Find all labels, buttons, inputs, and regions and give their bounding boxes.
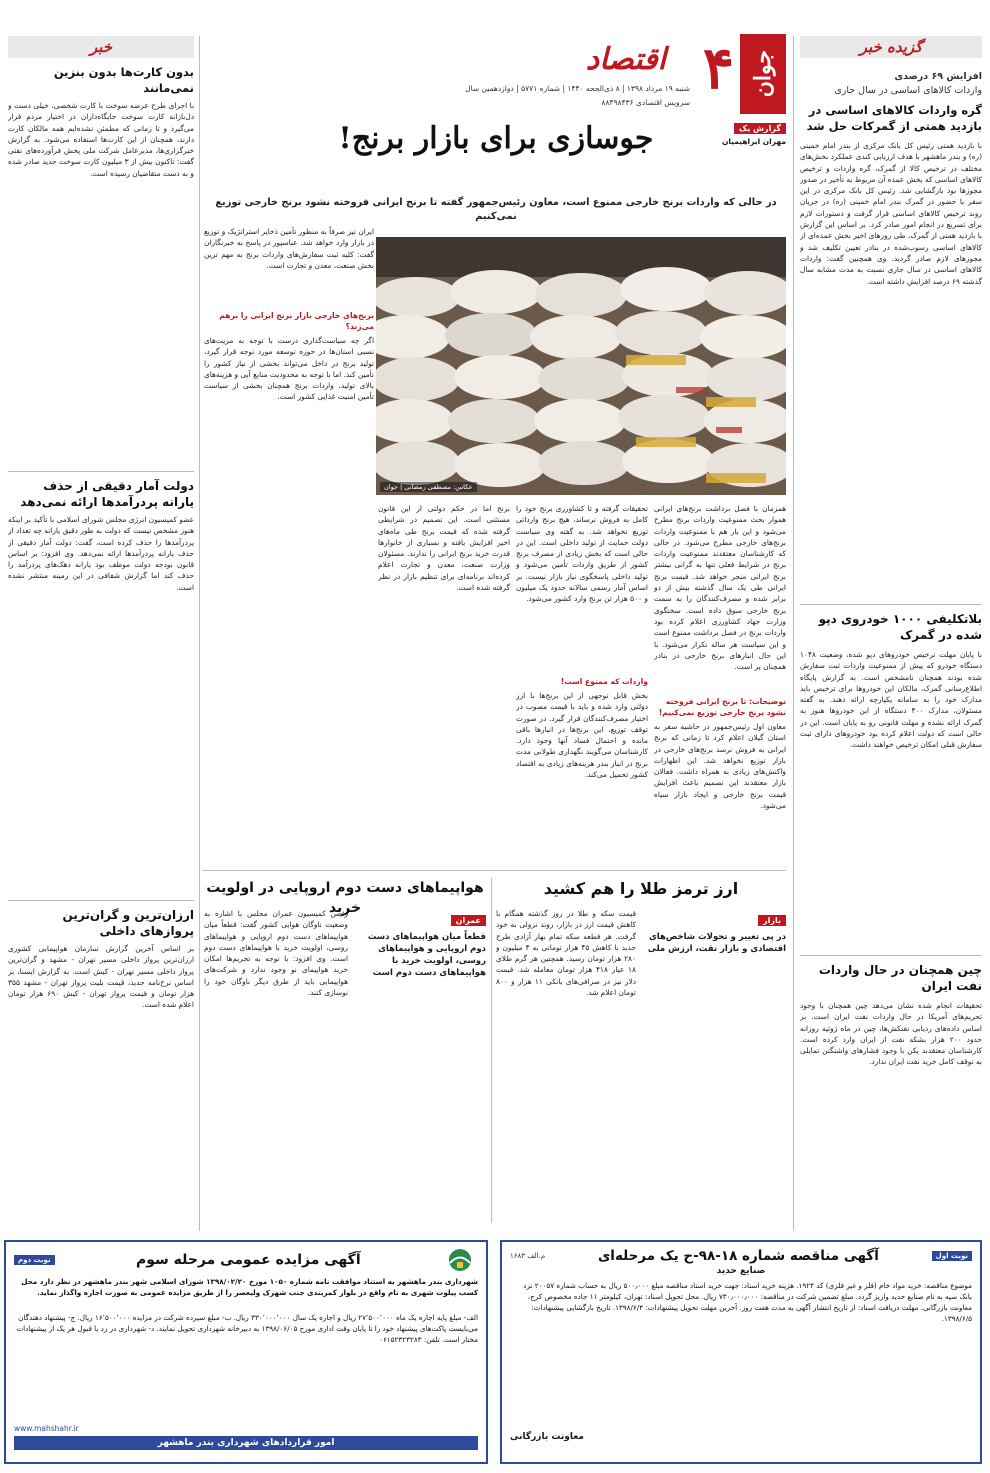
right-column-rule <box>793 36 794 1231</box>
masthead <box>204 34 786 114</box>
right-news-1-kicker2: واردات کالاهای اساسی در سال جاری <box>834 85 982 96</box>
gold-story <box>496 878 786 1223</box>
main-col-4-text: ایران تیز صرفاً به منظور تأمین ذخایر استراتژیک و توزیع در بازار وارد خواهد شد. عباسپور در پاسخ به خبرنگاران گفت: کلیه ثبت سفارش‌های واردات برنج به مهم ترین بخش صنعت، معدن و تجارت است. <box>204 227 374 270</box>
photo-credit: عکاس: مصطفی رمضانی | جوان <box>380 482 477 492</box>
main-col-2-text: تحقیقات گرفته و تا کشاورزی برنج خود را کامل به فروش نرساند، هیچ برنج وارداتی توزیع نخواهد شد. به گفته وی سیاست دولت حمایت از تولید داخلی است. این در حالی است که بخش زیادی از مصرف برنج کشور از طریق واردات تأمین می‌شود و تولید داخلی پاسخگوی نیاز بازار نیست. بر اساس آمار رسمی سالانه حدود یک میلیون و ۵۰۰ هزار تن برنج وارد کشور می‌شود. <box>516 504 648 604</box>
logo <box>740 34 786 114</box>
right-news-2-title: بلاتکلیفی ۱۰۰۰ خودروی دپو شده در گمرک <box>818 612 982 642</box>
left-divider-1 <box>8 471 194 472</box>
main-subhead-2: واردات که ممنوع است! <box>560 677 648 686</box>
main-col-4b-text: اگر چه سیاست‌گذاری درست با توجه به مزیت‌های نسبی استان‌ها در حوزه توسعه مورد توجه قرار گیرد، تولید برنج در داخل می‌تواند بخشی از نیاز کشور را تأمین کند. اما با توجه به محدودیت منابع آبی و هزینه‌های بالای تولید، واردات برنج همچنان بخشی از سیاست تأمین امنیت غذایی کشور است. <box>204 336 374 402</box>
main-col-1 <box>654 503 786 863</box>
right-column <box>800 36 982 1226</box>
main-author: مهران ابراهیمیان <box>721 137 786 146</box>
left-column <box>8 36 194 1226</box>
gold-title: ارز ترمز طلا را هم کشید <box>543 879 739 898</box>
right-news-3-title: چین همچنان در حال واردات نفت ایران <box>818 963 982 993</box>
auction-ad-website[interactable]: www.mahshahr.ir <box>14 1424 79 1433</box>
main-bottom-rule <box>202 870 786 871</box>
auction-ad-intro: شهرداری بندر ماهشهر به استناد موافقت نامه شماره ۱۰۵۰ مورخ ۱۳۹۸/۰۲/۲۰ شورای اسلامی شهر بندر ماهشهر در نظر دارد محل کسب پیلوت شهری به نام واقع در بلوار کمربندی جنب شهرک ولیعصر را از طریق مزایده عمومی به صورت اجاره واگذار نماید. <box>21 1277 478 1297</box>
left-section-banner: خبر <box>8 36 194 58</box>
tender-ad-badge: نوبت اول <box>932 1251 972 1261</box>
municipality-emblem <box>442 1248 478 1272</box>
auction-ad-title: آگهی مزایده عمومی مرحله سوم <box>135 1252 361 1268</box>
tender-ad-reg-no: م.الف ۱۶۸۳ <box>510 1252 546 1260</box>
tender-ad-footer: معاونت بازرگانی <box>510 1432 584 1442</box>
tender-ad-body: موضوع مناقصه: خرید مواد خام (فلز و غیر فلزی) کد ۱۹۲۴. هزینه خرید اسناد: جهت خرید اسناد مناقصه مبلغ ۵۰۰٫۰۰۰ ریال به حساب شماره ۲۰۰۵۷ نزد بانک سپه به نام صنایع حدید واریز گردد. مبلغ تضمین شرکت در مناقصه: ۷۳۰٫۰۰۰٫۰۰۰ ریال. محل تحویل اسناد: تهران، کیلومتر ۱۱ جاده مخصوص کرج، معاونت بازرگانی. مهلت دریافت اسناد: از تاریخ انتشار آگهی به مدت هفت روز. آخرین مهلت تحویل پیشنهادات: ۱۳۹۸/۶/۴. تاریخ بازگشایی پیشنهادات: ۱۳۹۸/۶/۵. <box>523 1281 972 1323</box>
gold-body: قیمت سکه و طلا در روز گذشته همگام با کاهش قیمت ارز در بازار، روند نزولی به خود گرفت. هر قطعه سکه تمام بهار آزادی طرح جدید با کاهش ۴۵ هزار تومانی به ۴ میلیون و ۲۸۰ هزار تومان رسید. همچنین هر گرم طلای ۱۸ عیار ۴۱۸ هزار تومان معامله شد. قیمت دلار نیز در صرافی‌های بانکی ۱۱ هزار و ۸۰۰ تومان اعلام شد. <box>496 909 636 998</box>
main-subhead-1: توضیحات: تا برنج ایرانی فروخته نشود برنج خارجی توزیع نمی‌کنیم! <box>658 697 786 717</box>
left-news-3-title: ارزان‌ترین و گران‌ترین پروازهای داخلی <box>62 908 194 938</box>
tender-ad <box>500 1240 982 1464</box>
left-news-3-body: بر اساس آخرین گزارش سازمان هواپیمایی کشوری ارزان‌ترین پرواز داخلی مسیر تهران - مشهد و گران‌ترین پرواز داخلی مسیر تهران - کیش است. به گزارش ایسنا، بر اساس نرخ‌نامه جدید، قیمت بلیت پرواز تهران - مشهد ۳۵۵ هزار تومان و قیمت پرواز تهران - کیش ۶۹۰ هزار تومان اعلام شده است. <box>8 944 194 1010</box>
airline-body: رئیس کمیسیون عمران مجلس با اشاره به وضعیت ناوگان هوایی کشور گفت: قطعاً میان هواپیماهای دست دوم اروپایی و هواپیماهای روسی، اولویت خرید با هواپیماهای دست دوم است. وی افزود: با توجه به تحریم‌ها امکان خرید هواپیمای نو وجود ندارد و شرکت‌های هواپیمایی باید از طرق دیگر ناوگان خود را نوسازی کنند. <box>204 909 348 998</box>
left-news-2 <box>8 478 194 894</box>
main-col-1-text: همزمان با فصل برداشت برنج‌های ایرانی هموار بحث ممنوعیت واردات برنج مطرح می‌شود و این بار هم با ممنوعیت واردات برنج‌های خارجی مطرح می‌شود. در حالی که کارشناسان معتقدند ممنوعیت واردات برنج در شرایط فعلی تنها به گرانی بیشتر برنج ایرانی منجر خواهد شد. قیمت برنج ایرانی طی یک سال گذشته بیش از دو برابر شده و مصرف‌کنندگان را به سمت برنج خارجی سوق داده است. سخنگوی وزارت جهاد کشاورزی اعلام کرده بود واردات برنج در فصل برداشت ممنوع است و این سیاست هر ساله تکرار می‌شود. با این حال انبارهای برنج خارجی در بنادر همچنان پر است. <box>654 504 786 672</box>
left-news-3 <box>8 907 194 1243</box>
right-news-1-body: با بازدید همتی رئیس کل بانک مرکزی از بندر امام خمینی (ره) و بندر ماهشهر با هدف ارزیابی کندی عملکرد بخش‌های مختلف در ترخیص کالا از گمرک، گره واردات و ترخیص کالاهای اساسی که بخش عمده آن مربوط به تأخیر در صدور مجوزها بود بازگشایی شد. رئیس کل بانک مرکزی در این سفر با حضور در گمرک بندر امام خمینی (ره) در جریان روند ترخیص کالاهای اساسی قرار گرفت و دستورات لازم برای تسریع در انجام امور صادر کرد. بر اساس این گزارش با بازدید همتی از گمرک، طی روزهای اخیر بخش عمده‌ای از کالاهای اساسی رسوب‌شده در بنادر تعیین تکلیف شد و مجوزهای لازم صادر گردید. وی همچنین گفت: واردات کالاهای اساسی در سال جاری نسبت به مدت مشابه سال گذشته ۶۹ درصد افزایش داشته است. <box>800 141 982 286</box>
main-col-4 <box>204 226 374 866</box>
right-news-1-kicker: افزایش ۶۹ درصدی <box>894 71 982 82</box>
right-news-2 <box>800 611 982 949</box>
tender-ad-header <box>510 1248 972 1264</box>
left-news-2-title: دولت آمار دقیقی از حذف یارانه پردرآمدها ارائه نمی‌دهد <box>20 479 194 509</box>
right-divider-2 <box>800 955 982 956</box>
airline-left-block <box>356 908 486 979</box>
main-headline: جوسازی برای بازار برنج! <box>338 121 654 156</box>
emblem-icon <box>442 1248 478 1272</box>
right-news-3 <box>800 962 982 1210</box>
main-col-3 <box>378 503 510 863</box>
gold-kicker-label: بازار <box>758 915 786 926</box>
rice-sacks-photo <box>376 237 786 495</box>
auction-ad-body: الف- مبلغ پایه اجاره یک ماه ۲۷٬۵۰۰٬۰۰۰ ریال و اجاره یک سال ۳۳۰٬۰۰۰٬۰۰۰ ریال. ب- مبلغ سپرده شرکت در مزایده ۱۶٬۵۰۰٬۰۰۰ ریال. ج- پیشنهاد دهندگان می‌بایست پاکت‌های پیشنهاد خود را تا پایان وقت اداری مورخ ۱۳۹۸/۰۶/۰۵ به دبیرخانه شهرداری تحویل نمایند. د- شهرداری در رد یا قبول هر یک از پیشنهادات مختار است. تلفن: ۰۶۱۵۲۳۲۳۲۸۳ <box>16 1313 478 1344</box>
airline-kicker-label: عمران <box>451 915 486 926</box>
auction-ad-footer: امور قراردادهای شهرداری بندر ماهشهر <box>14 1436 478 1450</box>
left-news-2-body: عضو کمیسیون انرژی مجلس شورای اسلامی با تأکید بر اینکه هنوز مشخص نیست که دولت به طور دقیق یارانه چه تعداد از پردرآمدها را حذف کرده است، گفت: دولت آمار دقیقی از حذف یارانه پردرآمدها ارائه نمی‌دهد. وی افزود: بر اساس قانون بودجه دولت موظف بود یارانه دهک‌های پردرآمد را حذف کند اما گزارش شفافی در این زمینه منتشر نشده است. <box>8 515 194 592</box>
main-kicker-label: گزارش یک <box>734 123 786 134</box>
right-section-banner: گزیده خبر <box>800 36 982 58</box>
right-news-3-body: تحقیقات انجام شده نشان می‌دهد چین همچنان با وجود تحریم‌های آمریکا در حال واردات نفت ایران است. بر اساس داده‌های ردیابی نفتکش‌ها، چین در ماه ژوئیه روزانه حدود ۲۰۰ هزار بشکه نفت از ایران وارد کرده است. کارشناسان معتقدند پکن با وجود فشارهای واشنگتن تمایلی به توقف کامل خرید نفت ایران ندارد. <box>800 1001 982 1067</box>
left-divider-2 <box>8 900 194 901</box>
right-news-1 <box>800 70 982 598</box>
bottom-mid-rule <box>491 878 492 1223</box>
section-title: اقتصاد <box>585 42 666 77</box>
airline-subtitle: قطعاً میان هواپیماهای دست دوم اروپایی و هواپیماهای روسی، اولویت خرید با هواپیماهای دست دوم است <box>367 932 486 978</box>
main-col-3-text: برنج اما در حکم دولتی از این قانون مستثنی است. این تصمیم در شرایطی گرفته شده که قیمت برنج طی ماه‌های اخیر افزایش یافته و بسیاری از خانوارها قدرت خرید برنج ایرانی را ندارند. مسئولان وزارت صنعت، معدن و تجارت اعلام کرده‌اند برنامه‌ای برای تنظیم بازار در نظر گرفته شده است. <box>378 504 510 593</box>
main-col-2 <box>516 503 648 863</box>
service-line: سرویس اقتصادی ۸۸۴۹۸۴۳۶ <box>601 98 690 107</box>
page-number: ۴ <box>702 34 734 102</box>
main-col-2b-text: بخش قابل توجهی از این برنج‌ها با ارز دولتی وارد شده و باید با قیمت مصوب در اختیار مصرف‌کنندگان قرار گیرد. در صورت توقف توزیع، این برنج‌ها در انبارها باقی مانده و احتمال فساد آنها وجود دارد. کارشناسان می‌گویند نگهداری طولانی مدت برنج در انبار بندر هزینه‌های زیادی به اقتصاد کشور تحمیل می‌کند. <box>516 691 648 780</box>
left-news-1-title: بدون کارت‌ها بدون بنزین نمی‌مانند <box>53 65 194 95</box>
left-column-rule <box>199 36 200 1231</box>
auction-ad-badge: نوبت دوم <box>14 1255 55 1265</box>
main-lead: در حالی که واردات برنج خارجی ممنوع است، معاون رئیس‌جمهور گفته تا برنج ایرانی فروخته نشود برنج خارجی توزیع نمی‌کنیم <box>215 197 777 222</box>
main-col-1b-text: معاون اول رئیس‌جمهور در حاشیه سفر به استان گیلان اعلام کرد تا زمانی که برنج ایرانی به فروش نرسد برنج‌های خارجی در بازار توزیع نخواهد شد. این اظهارات واکنش‌های زیادی به همراه داشت. فعالان بازار معتقدند این تصمیم باعث افزایش قیمت برنج خارجی و ایجاد بازار سیاه می‌شود. <box>654 722 786 811</box>
issue-line: شنبه ۱۹ مرداد ۱۳۹۸ | ۸ ذی‌الحجه ۱۴۴۰ | شماره ۵۷۷۱ | دوازدهمین سال <box>465 84 690 93</box>
auction-ad <box>4 1240 488 1464</box>
rice-sacks-image <box>376 237 786 495</box>
airline-title: هواپیماهای دست دوم اروپایی در اولویت خرید <box>206 880 484 916</box>
right-news-2-body: با پایان مهلت ترخیص خودروهای دپو شده، وضعیت ۱۰۴۸ دستگاه خودرو که پیش از ممنوعیت واردات ثبت سفارش شده بودند همچنان نامشخص است. به گزارش پایگاه اطلاع‌رسانی گمرک، مالکان این خودروها برای ترخیص باید مدارک خود را به سامانه یکپارچه ارائه دهند. به گفته مسئولان، مدارک ۴۰۰ دستگاه از این خودروها هنوز به گمرک ارائه نشده و مهلت قانونی رو به پایان است. این در حالی است که دولت اعلام کرده بود خودروهای دارای ثبت سفارش قبلی امکان ترخیص خواهند داشت. <box>800 650 982 750</box>
right-divider-1 <box>800 604 982 605</box>
main-subhead-3: برنج‌های خارجی بازار برنج ایرانی را برهم می‌زند؟ <box>219 311 374 331</box>
airline-story <box>204 878 486 1223</box>
tender-ad-title: آگهی مناقصه شماره ۱۸-۹۸-ح یک مرحله‌ای <box>597 1248 879 1264</box>
tender-ad-subtitle: صنایع حدید <box>716 1266 766 1276</box>
right-news-1-title: گره واردات کالاهای اساسی در بازدید همتی از گمرکات حل شد <box>806 103 982 133</box>
gold-subtitle: در پی تغییر و تحولات شاخص‌های اقتصادی و بازار نقت، ارزش ملی <box>647 932 786 954</box>
logo-text: جوان <box>750 50 776 98</box>
left-news-1-body: با اجرای طرح عرضه سوخت با کارت شخصی، خیلی دست و دل‌بازانه کارت سوخت جایگاه‌داران در اختیار مردم قرار می‌گیرد و تا زمانی که مطمئن نشده‌ایم همه مالکان کارت دارند، همچنان از این کارت‌ها استفاده می‌شود. به گزارش خبرگزاری‌ها، مدیرعامل شرکت ملی پخش فرآورده‌های نفتی گفت: تاکنون بیش از ۳ میلیون کارت سوخت جدید صادر شده و به دست متقاضیان رسیده است. <box>8 101 194 178</box>
left-news-1 <box>8 64 194 465</box>
gold-left-block <box>646 908 786 955</box>
auction-ad-header <box>14 1248 478 1272</box>
